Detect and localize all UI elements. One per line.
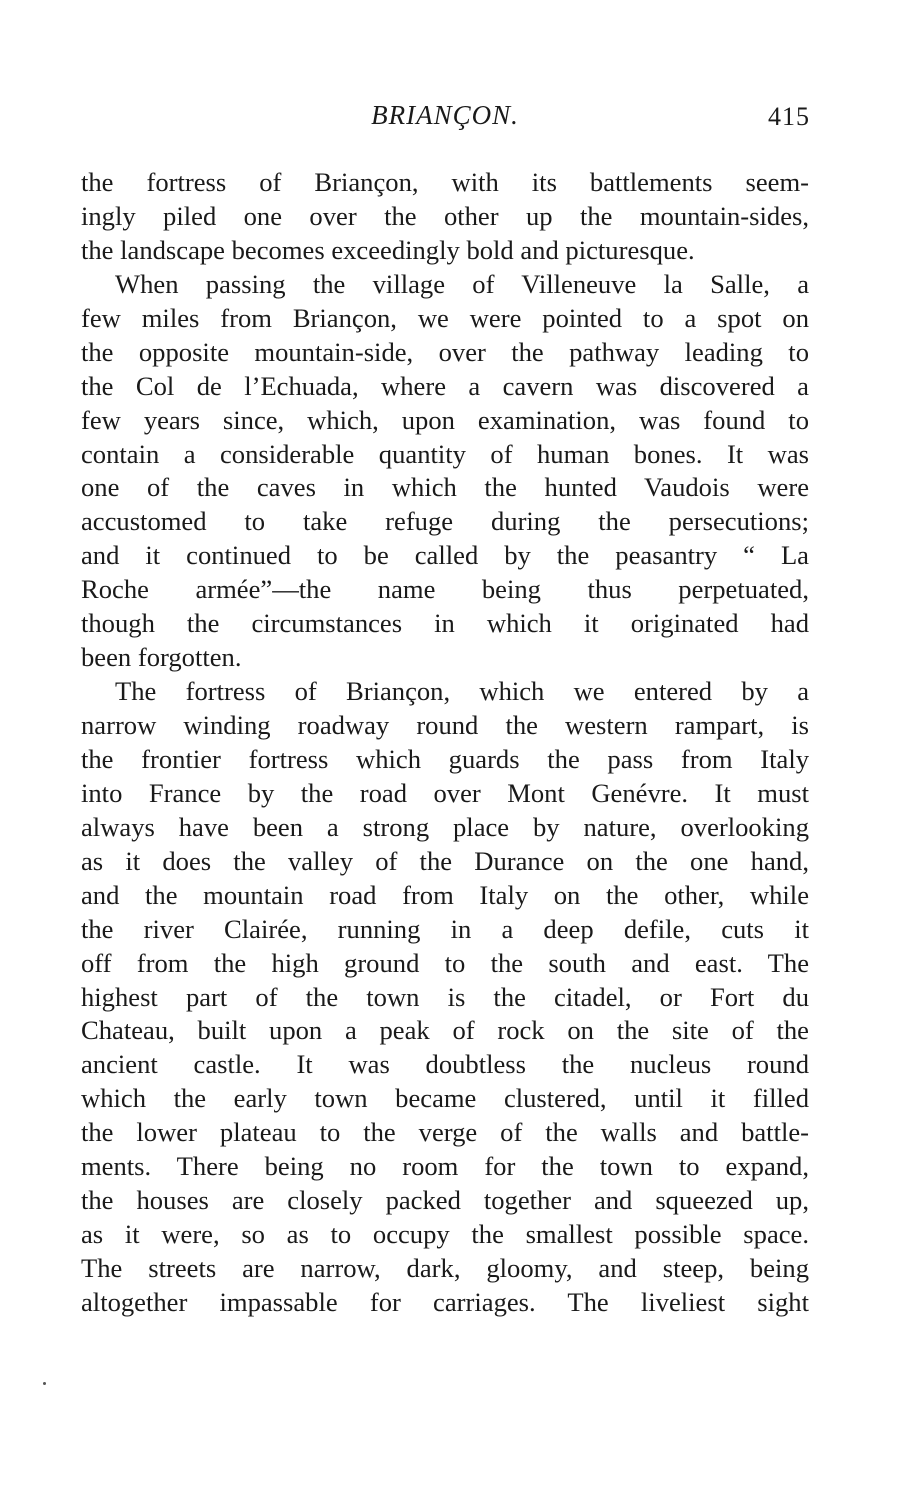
text-line: contain a considerable quantity of human bones. It was <box>81 438 809 469</box>
text-line: the frontier fortress which guards the pass from Italy <box>81 743 809 774</box>
text-line: the river Clairée, running in a deep defile, cuts it <box>81 913 809 944</box>
text-line: highest part of the town is the citadel, or Fort du <box>81 981 809 1012</box>
running-head <box>80 100 810 140</box>
print-speck <box>43 1382 46 1385</box>
text-line: one of the caves in which the hunted Vaudois were <box>81 472 809 503</box>
paragraph <box>81 268 809 675</box>
paragraph <box>81 166 809 268</box>
text-line: narrow winding roadway round the western rampart, is <box>81 710 809 740</box>
text-line: as it does the valley of the Durance on the one hand, <box>81 845 809 876</box>
text-line: the houses are closely packed together and squeezed up, <box>81 1185 809 1216</box>
text-line: and it continued to be called by the peasantry “ La <box>81 540 809 571</box>
page-number: 415 <box>768 102 810 131</box>
text-line: few miles from Briançon, we were pointed to a spot on <box>81 302 809 333</box>
text-line: The fortress of Briançon, which we entered by a <box>115 676 809 707</box>
text-line: always have been a strong place by nature, overlooking <box>81 811 809 842</box>
text-line: When passing the village of Villeneuve la Salle, a <box>115 268 809 299</box>
text-line: off from the high ground to the south and east. The <box>81 947 809 978</box>
text-line: few years since, which, upon examination, was found to <box>81 404 809 435</box>
text-line: into France by the road over Mont Genévre. It must <box>81 777 809 808</box>
text-line: been forgotten. <box>81 642 242 673</box>
text-line: and the mountain road from Italy on the other, while <box>81 879 809 910</box>
text-line: though the circumstances in which it originated had <box>81 608 809 639</box>
text-line: ancient castle. It was doubtless the nucleus round <box>81 1049 809 1080</box>
text-line: accustomed to take refuge during the persecutions; <box>81 506 809 537</box>
text-line: the lower plateau to the verge of the walls and battle- <box>81 1117 809 1148</box>
text-line: the fortress of Briançon, with its battlements seem- <box>81 167 809 197</box>
text-line: as it were, so as to occupy the smallest possible space. <box>81 1219 809 1250</box>
running-title: BRIANÇON. <box>371 100 519 130</box>
body-text <box>81 166 809 1320</box>
text-line: the landscape becomes exceedingly bold and picturesque. <box>81 234 695 265</box>
text-line: The streets are narrow, dark, gloomy, and steep, being <box>81 1253 809 1283</box>
text-line: Chateau, built upon a peak of rock on the site of the <box>81 1015 809 1046</box>
text-line: the Col de l’Echuada, where a cavern was discovered a <box>81 370 809 401</box>
text-line: Roche armée”—the name being thus perpetuated, <box>81 574 809 605</box>
text-line: altogether impassable for carriages. The liveliest sight <box>81 1286 809 1317</box>
text-line: the opposite mountain-side, over the pathway leading to <box>81 336 809 367</box>
text-line: ments. There being no room for the town to expand, <box>81 1151 809 1182</box>
text-line: which the early town became clustered, until it filled <box>81 1083 809 1114</box>
text-line: ingly piled one over the other up the mountain-sides, <box>81 200 809 231</box>
paragraph <box>81 675 809 1320</box>
